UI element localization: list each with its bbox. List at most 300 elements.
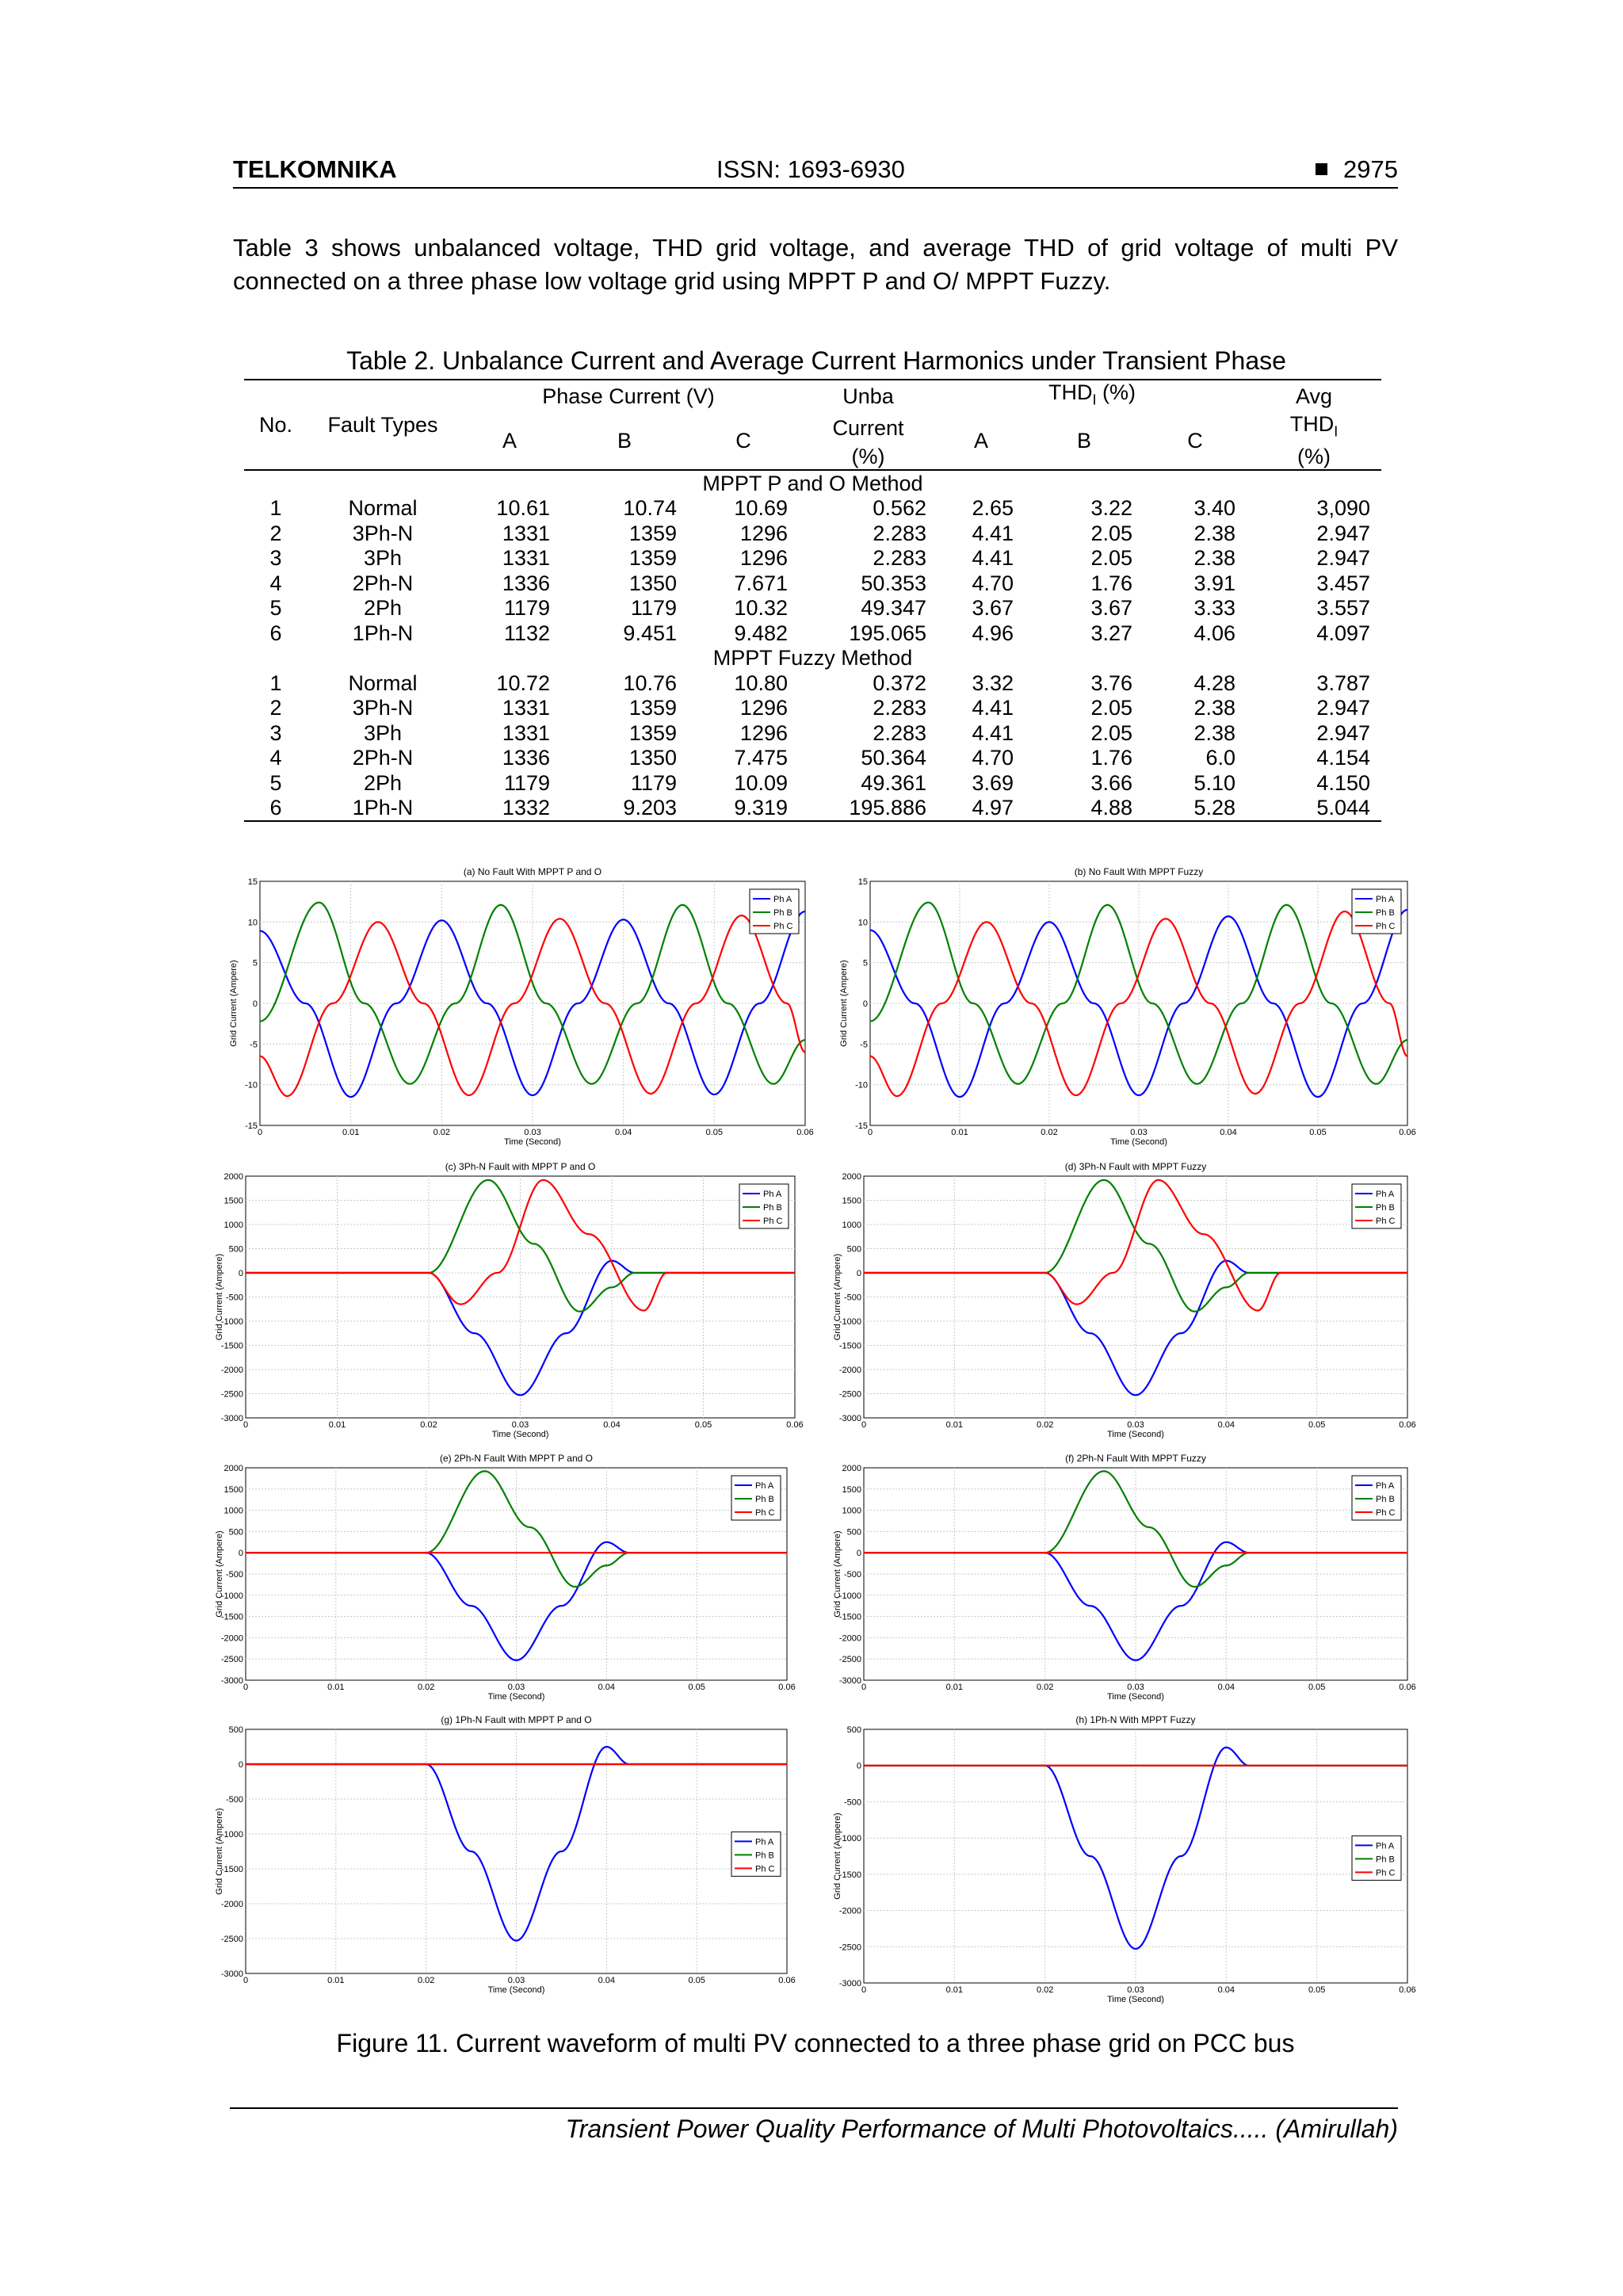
x-tick-label: 0.01 bbox=[342, 1128, 360, 1137]
x-tick-label: 0.02 bbox=[417, 1683, 435, 1692]
table-cell: 3.33 bbox=[1193, 596, 1235, 621]
table-cell: 4.70 bbox=[972, 571, 1014, 595]
table-cell: 5.044 bbox=[1247, 796, 1381, 822]
results-table bbox=[244, 379, 1381, 822]
table-cell: 5 bbox=[269, 596, 282, 621]
table-cell: 9.319 bbox=[688, 796, 799, 822]
y-tick-label: -1000 bbox=[838, 1317, 861, 1327]
x-tick-label: 0.03 bbox=[511, 1420, 529, 1430]
y-tick-label: 2000 bbox=[223, 1464, 243, 1473]
y-tick-label: -3000 bbox=[220, 1414, 243, 1423]
table-cell: 3.66 bbox=[1090, 770, 1132, 795]
y-tick-label: -1000 bbox=[838, 1591, 861, 1601]
y-tick-label: 1500 bbox=[223, 1196, 243, 1206]
legend-label: Ph A bbox=[1376, 1481, 1395, 1491]
x-tick-label: 0.03 bbox=[1127, 1420, 1144, 1430]
x-axis-label: Time (Second) bbox=[1107, 1430, 1164, 1439]
y-tick-label: -500 bbox=[843, 1293, 861, 1303]
table-cell: 2.05 bbox=[1090, 521, 1132, 545]
table-cell: 3Ph bbox=[363, 720, 403, 745]
y-tick-label: -2500 bbox=[220, 1389, 243, 1400]
table-cell: 1331 bbox=[502, 546, 550, 571]
table-cell: Normal bbox=[348, 496, 418, 521]
chart-title: (a) No Fault With MPPT P and O bbox=[463, 866, 602, 877]
y-tick-label: 500 bbox=[228, 1725, 243, 1735]
table-cell: 1179 bbox=[503, 770, 550, 795]
table-cell: 2.947 bbox=[1316, 696, 1370, 720]
y-tick-label: -3000 bbox=[838, 1414, 861, 1423]
running-footer: Transient Power Quality Performance of Multi Photovoltaics..... (Amirullah) bbox=[565, 2115, 1398, 2143]
y-tick-label: 10 bbox=[857, 918, 868, 928]
chart-title: (e) 2Ph-N Fault With MPPT P and O bbox=[440, 1453, 593, 1464]
table-cell: 10.09 bbox=[734, 770, 788, 795]
x-axis-label: Time (Second) bbox=[487, 1692, 545, 1702]
y-tick-label: -1500 bbox=[838, 1612, 861, 1622]
x-tick-label: 0.04 bbox=[598, 1683, 616, 1692]
table-cell: 1296 bbox=[739, 546, 788, 571]
legend-label: Ph A bbox=[1376, 1841, 1395, 1851]
table-cell: 1 bbox=[269, 670, 282, 695]
table-row bbox=[244, 621, 1381, 646]
table-cell: 2.38 bbox=[1193, 696, 1235, 720]
table-cell: 1132 bbox=[503, 621, 550, 645]
y-tick-label: 5 bbox=[252, 958, 258, 968]
table-cell: 6 bbox=[244, 796, 307, 822]
col-a: A bbox=[502, 428, 517, 453]
table-cell: 2.65 bbox=[972, 496, 1014, 521]
y-tick-label: -2000 bbox=[220, 1366, 243, 1375]
table-cell: 1179 bbox=[503, 596, 550, 621]
x-axis-label: Time (Second) bbox=[491, 1430, 549, 1439]
y-tick-label: -1500 bbox=[220, 1341, 243, 1351]
col-avg-3: (%) bbox=[1297, 445, 1331, 469]
y-tick-label: -3000 bbox=[838, 1979, 861, 1988]
y-tick-label: -5 bbox=[860, 1040, 868, 1050]
table-cell: 2.947 bbox=[1316, 546, 1370, 571]
x-tick-label: 0.03 bbox=[1127, 1683, 1144, 1692]
legend-label: Ph B bbox=[755, 1495, 774, 1504]
y-tick-label: -1000 bbox=[220, 1317, 243, 1327]
x-tick-label: 0.04 bbox=[598, 1976, 616, 1985]
legend-label: Ph C bbox=[1376, 1508, 1396, 1518]
x-tick-label: 0.05 bbox=[694, 1420, 712, 1430]
chart-title: (b) No Fault With MPPT Fuzzy bbox=[1074, 866, 1204, 877]
table-cell: 2.283 bbox=[873, 720, 926, 745]
x-tick-label: 0.05 bbox=[1308, 1985, 1326, 1995]
x-tick-label: 0.03 bbox=[507, 1683, 525, 1692]
table-cell: 10.72 bbox=[496, 670, 550, 695]
legend-label: Ph B bbox=[1376, 1203, 1395, 1213]
table-section-header bbox=[244, 470, 1381, 496]
table-cell: 4.06 bbox=[1193, 621, 1235, 645]
table-cell: 9.482 bbox=[734, 621, 788, 645]
table-cell: 5 bbox=[269, 770, 282, 795]
y-tick-label: 1500 bbox=[842, 1196, 861, 1206]
table-cell: 3.557 bbox=[1316, 596, 1370, 621]
y-tick-label: -1500 bbox=[220, 1865, 243, 1874]
chart-svg bbox=[838, 864, 1417, 1149]
y-tick-label: -2000 bbox=[220, 1900, 243, 1909]
legend-label: Ph B bbox=[1376, 1495, 1395, 1504]
chart-panel bbox=[214, 1159, 804, 1442]
table-cell: 4 bbox=[269, 571, 282, 595]
table-cell: 4 bbox=[269, 746, 282, 770]
y-tick-label: 0 bbox=[862, 999, 868, 1009]
col-avg-1: Avg bbox=[1247, 380, 1381, 412]
x-tick-label: 0.02 bbox=[1036, 1985, 1054, 1995]
y-tick-label: 0 bbox=[856, 1761, 861, 1771]
table-cell: 4.097 bbox=[1316, 621, 1370, 645]
table-cell: 2.38 bbox=[1193, 720, 1235, 745]
table-cell: 49.347 bbox=[861, 596, 926, 621]
y-tick-label: 1000 bbox=[842, 1506, 861, 1516]
journal-name: TELKOMNIKA bbox=[233, 155, 397, 183]
chart-legend bbox=[731, 1832, 781, 1876]
legend-label: Ph B bbox=[1376, 1855, 1395, 1865]
y-axis-label: Grid Current (Ampere) bbox=[215, 1530, 224, 1618]
y-axis-label: Grid Current (Ampere) bbox=[229, 960, 239, 1047]
table-cell: 3Ph-N bbox=[352, 521, 414, 545]
chart-panel bbox=[832, 1450, 1417, 1704]
y-tick-label: -2500 bbox=[838, 1943, 861, 1953]
section-title: MPPT P and O Method bbox=[244, 470, 1381, 496]
x-tick-label: 0.04 bbox=[603, 1420, 621, 1430]
col-avg-2: $THD_I$ bbox=[1289, 412, 1338, 440]
chart-legend bbox=[1352, 1476, 1401, 1520]
x-tick-label: 0.05 bbox=[1308, 1420, 1326, 1430]
col-unba-1: Unba bbox=[799, 380, 938, 412]
legend-label: Ph A bbox=[763, 1190, 782, 1199]
y-tick-label: 1000 bbox=[223, 1221, 243, 1230]
y-axis-label: Grid Current (Ampere) bbox=[839, 960, 849, 1047]
x-tick-label: 0.02 bbox=[417, 1976, 435, 1985]
table-cell: 4.41 bbox=[972, 720, 1014, 745]
x-axis-label: Time (Second) bbox=[1107, 1692, 1164, 1702]
table-cell: 4.41 bbox=[972, 546, 1014, 571]
table-cell: 6.0 bbox=[1205, 746, 1235, 770]
page-number bbox=[1316, 155, 1398, 184]
y-tick-label: -1000 bbox=[838, 1834, 861, 1844]
chart-svg bbox=[228, 864, 815, 1149]
table-cell: 195.065 bbox=[849, 621, 926, 645]
x-tick-label: 0 bbox=[861, 1683, 867, 1692]
table-section-header bbox=[244, 646, 1381, 671]
table-cell: 2.283 bbox=[873, 521, 926, 545]
y-tick-label: -2500 bbox=[220, 1935, 243, 1944]
section-title: MPPT Fuzzy Method bbox=[712, 646, 913, 670]
table-cell: 49.361 bbox=[861, 770, 926, 795]
issn: ISSN: 1693-6930 bbox=[716, 155, 905, 183]
y-tick-label: -500 bbox=[225, 1570, 243, 1580]
table-cell: 1359 bbox=[628, 546, 677, 571]
x-tick-label: 0.06 bbox=[1399, 1128, 1416, 1137]
x-tick-label: 0.06 bbox=[778, 1683, 796, 1692]
col-no: No. bbox=[244, 380, 307, 470]
chart-svg bbox=[214, 1159, 804, 1442]
y-tick-label: 500 bbox=[228, 1244, 243, 1255]
chart-svg bbox=[214, 1450, 796, 1704]
y-tick-label: 2000 bbox=[223, 1172, 243, 1182]
table-row bbox=[244, 596, 1381, 621]
table-cell: 10.69 bbox=[734, 496, 788, 521]
table-row bbox=[244, 521, 1381, 546]
table-cell: 1359 bbox=[628, 521, 677, 545]
table-cell: 4.70 bbox=[972, 746, 1014, 770]
table-cell: 1.76 bbox=[1090, 571, 1132, 595]
x-tick-label: 0.01 bbox=[945, 1985, 964, 1995]
table-cell: 10.80 bbox=[734, 670, 788, 695]
intro-paragraph: Table 3 shows unbalanced voltage, THD grid voltage, and average THD of grid voltage of multi PV connected on a three phase low voltage grid using MPPT P and O/ MPPT Fuzzy. bbox=[233, 234, 1398, 295]
col-phase-current: Phase Current (V) bbox=[458, 380, 799, 412]
x-tick-label: 0 bbox=[257, 1128, 263, 1137]
table-row bbox=[244, 571, 1381, 596]
table-cell: 2 bbox=[269, 521, 282, 545]
x-tick-label: 0 bbox=[242, 1683, 249, 1692]
table-cell: 4.97 bbox=[938, 796, 1025, 822]
x-tick-label: 0.05 bbox=[688, 1976, 705, 1985]
table-cell: 2Ph bbox=[363, 770, 403, 795]
y-tick-label: 2000 bbox=[842, 1172, 861, 1182]
table-cell: 1331 bbox=[502, 720, 550, 745]
table-cell: 6 bbox=[269, 621, 282, 645]
table-cell: 4.154 bbox=[1316, 746, 1370, 770]
table-row bbox=[244, 696, 1381, 721]
x-axis-label: Time (Second) bbox=[487, 1985, 545, 1995]
chart-panel bbox=[214, 1712, 796, 1997]
legend-label: Ph C bbox=[755, 1864, 775, 1874]
x-tick-label: 0.03 bbox=[507, 1976, 525, 1985]
table-cell: 2.283 bbox=[873, 696, 926, 720]
y-tick-label: -1000 bbox=[220, 1591, 243, 1601]
table-row bbox=[244, 770, 1381, 796]
table-cell: 3.457 bbox=[1316, 571, 1370, 595]
x-tick-label: 0.05 bbox=[1308, 1683, 1326, 1692]
x-tick-label: 0.05 bbox=[688, 1683, 705, 1692]
y-axis-label: Grid Current (Ampere) bbox=[215, 1253, 224, 1341]
table-cell: 3.69 bbox=[972, 770, 1014, 795]
table-cell: 3Ph bbox=[363, 546, 403, 571]
x-axis-label: Time (Second) bbox=[1107, 1995, 1164, 2004]
x-tick-label: 0.04 bbox=[1220, 1128, 1237, 1137]
y-tick-label: 1000 bbox=[842, 1221, 861, 1230]
x-tick-label: 0 bbox=[861, 1420, 867, 1430]
legend-label: Ph B bbox=[773, 908, 792, 918]
table-cell: 2Ph-N bbox=[352, 746, 414, 770]
legend-label: Ph C bbox=[1376, 1868, 1396, 1878]
y-tick-label: -2000 bbox=[220, 1633, 243, 1644]
chart-legend bbox=[1352, 1184, 1401, 1228]
table-cell: 7.671 bbox=[734, 571, 788, 595]
y-tick-label: -3000 bbox=[220, 1969, 243, 1979]
col-fault-types: Fault Types bbox=[307, 380, 458, 470]
y-tick-label: 15 bbox=[857, 877, 868, 887]
table-caption: Table 2. Unbalance Current and Average Current Harmonics under Transient Phase bbox=[346, 346, 1286, 375]
chart-panel bbox=[838, 864, 1417, 1149]
y-tick-label: 15 bbox=[247, 877, 258, 887]
y-tick-label: -1500 bbox=[838, 1870, 861, 1880]
table-cell: 3.40 bbox=[1193, 496, 1235, 521]
y-tick-label: -1000 bbox=[220, 1830, 243, 1839]
table-cell: 4.41 bbox=[972, 521, 1014, 545]
table-cell: 4.96 bbox=[972, 621, 1014, 645]
table-cell: 5.10 bbox=[1193, 770, 1235, 795]
x-tick-label: 0.06 bbox=[796, 1128, 814, 1137]
chart-svg bbox=[214, 1712, 796, 1997]
table-cell: 1331 bbox=[502, 696, 550, 720]
y-tick-label: 5 bbox=[862, 958, 868, 968]
y-tick-label: -2000 bbox=[838, 1633, 861, 1644]
y-tick-label: -1500 bbox=[838, 1341, 861, 1351]
table-cell: 1Ph-N bbox=[352, 621, 414, 645]
table-cell: 1296 bbox=[739, 521, 788, 545]
chart-title: (g) 1Ph-N Fault with MPPT P and O bbox=[441, 1714, 592, 1725]
legend-label: Ph A bbox=[1376, 895, 1395, 904]
running-header bbox=[233, 155, 1398, 189]
y-tick-label: -2500 bbox=[838, 1389, 861, 1400]
table-cell: 1.76 bbox=[1090, 746, 1132, 770]
table-cell: 5.28 bbox=[1144, 796, 1247, 822]
chart-panel bbox=[214, 1450, 796, 1704]
figure-caption: Figure 11. Current waveform of multi PV connected to a three phase grid on PCC bus bbox=[336, 2029, 1295, 2057]
x-tick-label: 0.04 bbox=[1217, 1683, 1235, 1692]
x-tick-label: 0.01 bbox=[327, 1976, 345, 1985]
page-number-value: 2975 bbox=[1343, 155, 1398, 183]
square-bullet-icon bbox=[1316, 163, 1327, 175]
y-tick-label: -1500 bbox=[220, 1612, 243, 1622]
y-tick-label: -3000 bbox=[220, 1676, 243, 1686]
table-cell: 50.364 bbox=[861, 746, 926, 770]
table-cell: 1359 bbox=[628, 696, 677, 720]
table-cell: Normal bbox=[348, 670, 418, 695]
table-cell: 3,090 bbox=[1316, 496, 1370, 521]
table-cell: 1336 bbox=[502, 571, 550, 595]
table-cell: 2.38 bbox=[1193, 521, 1235, 545]
x-tick-label: 0.03 bbox=[1127, 1985, 1144, 1995]
chart-title: (c) 3Ph-N Fault with MPPT P and O bbox=[445, 1161, 596, 1172]
x-axis-label: Time (Second) bbox=[1110, 1137, 1167, 1147]
table-row bbox=[244, 746, 1381, 771]
table-cell: 3.787 bbox=[1316, 670, 1370, 695]
table-row bbox=[244, 546, 1381, 571]
x-tick-label: 0 bbox=[867, 1128, 873, 1137]
y-tick-label: 1000 bbox=[223, 1506, 243, 1516]
col-b2: B bbox=[1076, 428, 1091, 453]
chart-legend bbox=[1352, 1836, 1401, 1880]
y-tick-label: -15 bbox=[245, 1121, 258, 1131]
table-cell: 3.91 bbox=[1193, 571, 1235, 595]
table-cell: 3.67 bbox=[972, 596, 1014, 621]
table-cell: 9.451 bbox=[623, 621, 677, 645]
chart-legend bbox=[739, 1184, 789, 1228]
table-cell: 10.61 bbox=[496, 496, 550, 521]
y-axis-label: Grid Current (Ampere) bbox=[215, 1808, 224, 1895]
table-cell: 1Ph-N bbox=[307, 796, 458, 822]
table-cell: 10.76 bbox=[623, 670, 677, 695]
x-tick-label: 0 bbox=[861, 1985, 867, 1995]
y-axis-label: Grid Current (Ampere) bbox=[833, 1253, 842, 1341]
x-tick-label: 0.01 bbox=[945, 1420, 964, 1430]
legend-label: Ph A bbox=[1376, 1190, 1395, 1199]
y-tick-label: 0 bbox=[856, 1269, 861, 1278]
y-tick-label: 0 bbox=[238, 1760, 243, 1770]
y-tick-label: 2000 bbox=[842, 1464, 861, 1473]
y-tick-label: -5 bbox=[250, 1040, 258, 1050]
table-cell: 3.67 bbox=[1090, 596, 1132, 621]
y-tick-label: -500 bbox=[843, 1797, 861, 1808]
x-tick-label: 0 bbox=[242, 1976, 249, 1985]
x-tick-label: 0.05 bbox=[1309, 1128, 1327, 1137]
x-tick-label: 0 bbox=[242, 1420, 249, 1430]
x-tick-label: 0.02 bbox=[1041, 1128, 1058, 1137]
x-tick-label: 0.06 bbox=[786, 1420, 804, 1430]
table-cell: 4.41 bbox=[972, 696, 1014, 720]
table-cell: 3 bbox=[269, 720, 282, 745]
chart-panel bbox=[228, 864, 815, 1149]
legend-label: Ph C bbox=[1376, 922, 1396, 931]
x-tick-label: 0.02 bbox=[1036, 1683, 1054, 1692]
table-cell: 2.05 bbox=[1090, 696, 1132, 720]
x-tick-label: 0.06 bbox=[1399, 1985, 1416, 1995]
table-cell: 2.05 bbox=[1090, 720, 1132, 745]
table-cell: 1 bbox=[269, 496, 282, 521]
y-tick-label: -2500 bbox=[220, 1655, 243, 1665]
table-cell: 195.886 bbox=[799, 796, 938, 822]
legend-label: Ph A bbox=[755, 1837, 774, 1847]
table-cell: 1296 bbox=[739, 696, 788, 720]
col-unba-3: (%) bbox=[851, 445, 885, 469]
chart-panel bbox=[832, 1159, 1417, 1442]
x-tick-label: 0.05 bbox=[705, 1128, 724, 1137]
legend-label: Ph B bbox=[755, 1851, 774, 1861]
table-cell: 2.947 bbox=[1316, 521, 1370, 545]
chart-legend bbox=[1352, 889, 1401, 934]
x-tick-label: 0.01 bbox=[945, 1683, 964, 1692]
y-tick-label: -3000 bbox=[838, 1676, 861, 1686]
legend-label: Ph A bbox=[755, 1481, 774, 1491]
x-tick-label: 0.04 bbox=[1217, 1985, 1235, 1995]
chart-svg bbox=[832, 1159, 1417, 1442]
y-tick-label: -10 bbox=[855, 1080, 868, 1091]
table-cell: 2.947 bbox=[1316, 720, 1370, 745]
legend-label: Ph A bbox=[773, 895, 792, 904]
y-tick-label: -2500 bbox=[838, 1655, 861, 1665]
table-row bbox=[244, 496, 1381, 521]
table-cell: 1350 bbox=[628, 746, 677, 770]
x-tick-label: 0.02 bbox=[420, 1420, 437, 1430]
table-cell: 1331 bbox=[502, 521, 550, 545]
y-tick-label: 0 bbox=[856, 1549, 861, 1559]
y-axis-label: Grid Current (Ampere) bbox=[833, 1530, 842, 1618]
y-tick-label: 500 bbox=[846, 1725, 861, 1735]
y-tick-label: -2000 bbox=[838, 1906, 861, 1916]
legend-label: Ph C bbox=[773, 922, 793, 931]
col-b: B bbox=[617, 428, 632, 453]
x-tick-label: 0.06 bbox=[1399, 1420, 1416, 1430]
y-tick-label: 1500 bbox=[223, 1484, 243, 1495]
y-tick-label: -15 bbox=[855, 1121, 868, 1131]
chart-svg bbox=[832, 1450, 1417, 1704]
table-cell: 2Ph bbox=[363, 596, 403, 621]
y-tick-label: 1500 bbox=[842, 1484, 861, 1495]
table-cell: 1336 bbox=[502, 746, 550, 770]
table-cell: 3.76 bbox=[1090, 670, 1132, 695]
table-cell: 3Ph-N bbox=[352, 696, 414, 720]
table-cell: 1179 bbox=[630, 770, 677, 795]
chart-svg bbox=[832, 1712, 1417, 2007]
table-cell: 0.562 bbox=[873, 496, 926, 521]
chart-title: (h) 1Ph-N With MPPT Fuzzy bbox=[1075, 1714, 1196, 1725]
table-cell: 1179 bbox=[630, 596, 677, 621]
